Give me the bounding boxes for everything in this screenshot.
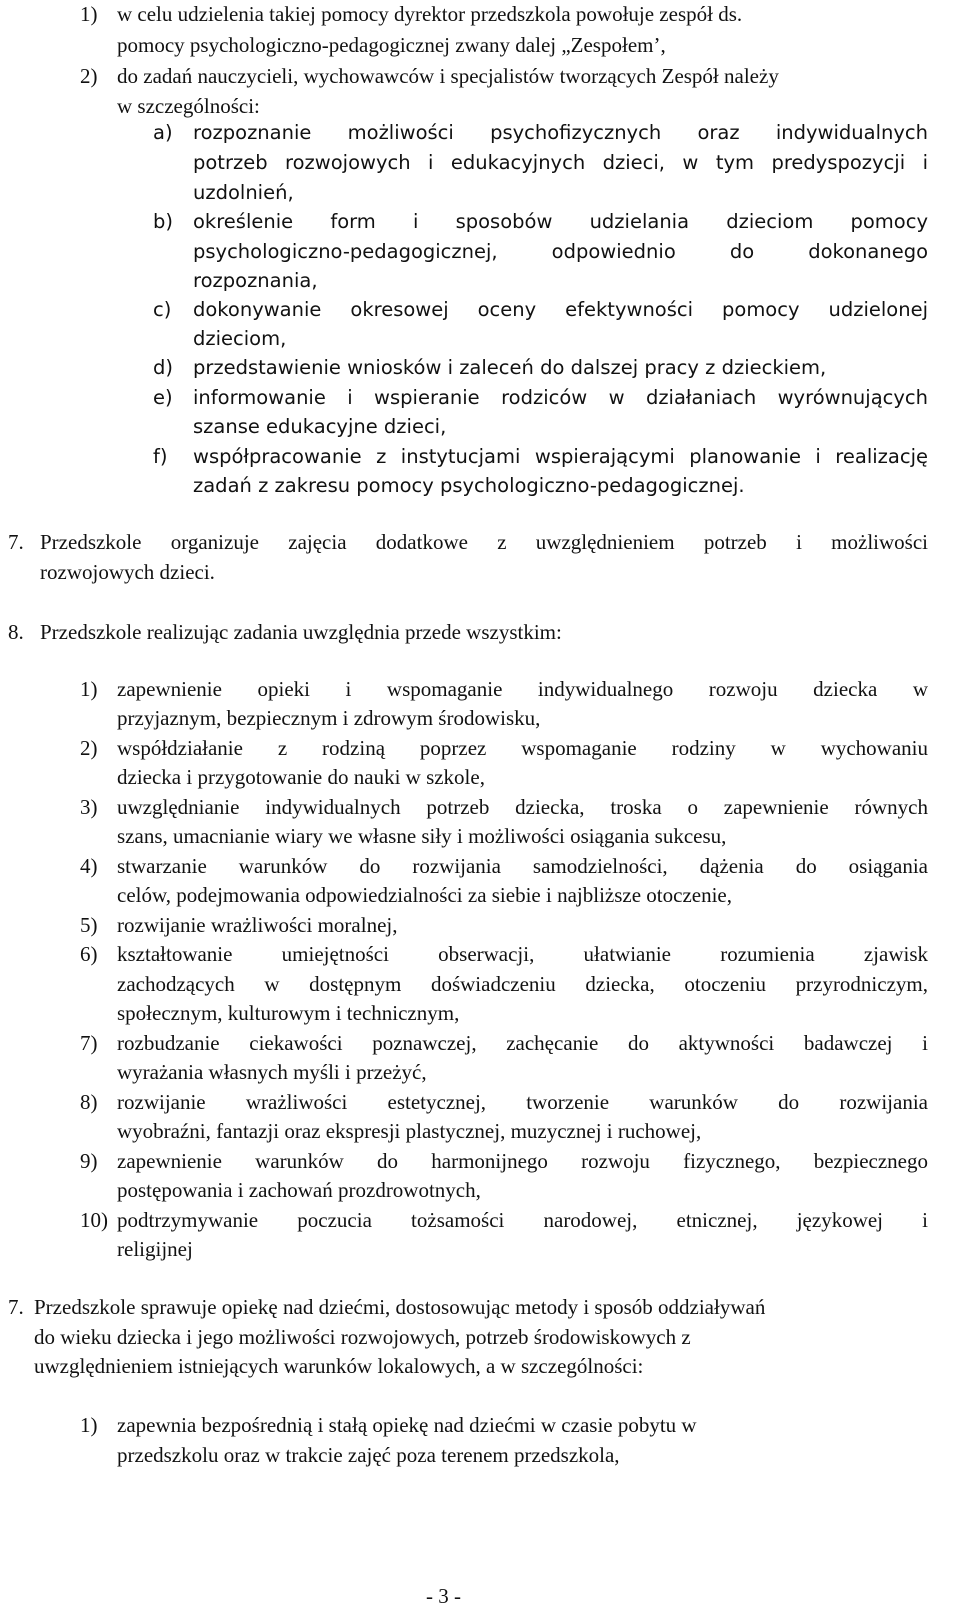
- paragraph-line: społecznym, kulturowym i technicznym,: [117, 1001, 460, 1025]
- paragraph-line: kształtowanie umiejętności obserwacji, ułatwianie rozumienia zjawisk: [117, 942, 928, 966]
- paragraph-line: uwzględnianie indywidualnych potrzeb dziecka, troska o zapewnienie równych: [117, 795, 928, 819]
- paragraph-line: przyjaznym, bezpiecznym i zdrowym środowisku,: [117, 706, 541, 730]
- paragraph-line: rozpoznanie możliwości psychofizycznych oraz indywidualnych: [193, 121, 928, 144]
- paragraph-line: psychologiczno-pedagogicznej, odpowiednio do dokonanego: [193, 240, 928, 263]
- list-number: 1): [80, 1413, 98, 1437]
- paragraph-line: zapewnienie warunków do harmonijnego rozwoju fizycznego, bezpiecznego: [117, 1149, 928, 1173]
- list-number: 7): [80, 1031, 98, 1055]
- paragraph-line: Przedszkole organizuje zajęcia dodatkowe z uwzględnieniem potrzeb i możliwości: [40, 530, 928, 554]
- paragraph-line: dzieciom,: [193, 327, 287, 350]
- list-number: 5): [80, 913, 98, 937]
- paragraph-line: dokonywanie okresowej oceny efektywności pomocy udzielonej: [193, 298, 928, 321]
- paragraph-line: do zadań nauczycieli, wychowawców i specjalistów tworzących Zespół należy: [117, 64, 779, 88]
- paragraph-line: rozbudzanie ciekawości poznawczej, zachęcanie do aktywności badawczej i: [117, 1031, 928, 1055]
- list-number: 1): [80, 677, 98, 701]
- paragraph-line: pomocy psychologiczno-pedagogicznej zwany dalej „Zespołem’,: [117, 33, 666, 57]
- list-letter: b): [153, 210, 173, 233]
- paragraph-line: uzdolnień,: [193, 181, 294, 204]
- paragraph-line: szanse edukacyjne dzieci,: [193, 415, 447, 438]
- paragraph-line: dziecka i przygotowanie do nauki w szkole,: [117, 765, 485, 789]
- paragraph-line: rozwijanie wrażliwości moralnej,: [117, 913, 398, 937]
- paragraph-line: postępowania i zachowań prozdrowotnych,: [117, 1178, 481, 1202]
- paragraph-line: przedstawienie wniosków i zaleceń do dalszej pracy z dzieckiem,: [193, 356, 827, 379]
- paragraph-line: do wieku dziecka i jego możliwości rozwojowych, potrzeb środowiskowych z: [34, 1325, 691, 1349]
- paragraph-line: wyobraźni, fantazji oraz ekspresji plastycznej, muzycznej i ruchowej,: [117, 1119, 702, 1143]
- list-number: 4): [80, 854, 98, 878]
- list-letter: c): [153, 298, 172, 321]
- paragraph-line: wyrażania własnych myśli i przeżyć,: [117, 1060, 427, 1084]
- list-number: 2): [80, 736, 98, 760]
- list-number: 9): [80, 1149, 98, 1173]
- list-letter: f): [153, 445, 168, 468]
- paragraph-line: celów, podejmowania odpowiedzialności za siebie i najbliższe otoczenie,: [117, 883, 732, 907]
- paragraph-line: informowanie i wspieranie rodziców w działaniach wyrównujących: [193, 386, 928, 409]
- paragraph-line: zapewnienie opieki i wspomaganie indywidualnego rozwoju dziecka w: [117, 677, 928, 701]
- paragraph-line: religijnej: [117, 1237, 193, 1261]
- paragraph-line: rozpoznania,: [193, 269, 318, 292]
- list-number: 1): [80, 2, 98, 26]
- list-letter: e): [153, 386, 173, 409]
- section-number: 8.: [8, 620, 24, 644]
- paragraph-line: w szczególności:: [117, 94, 260, 118]
- paragraph-line: podtrzymywanie poczucia tożsamości narodowej, etnicznej, językowej i: [117, 1208, 928, 1232]
- paragraph-line: Przedszkole sprawuje opiekę nad dziećmi, dostosowując metody i sposób oddziaływań: [34, 1295, 766, 1319]
- list-number: 10): [80, 1208, 108, 1232]
- list-number: 3): [80, 795, 98, 819]
- paragraph-line: szans, umacnianie wiary we własne siły i możliwości osiągania sukcesu,: [117, 824, 727, 848]
- list-number: 8): [80, 1090, 98, 1114]
- page-number: - 3 -: [426, 1584, 461, 1608]
- paragraph-line: zadań z zakresu pomocy psychologiczno-pedagogicznej.: [193, 474, 745, 497]
- paragraph-line: rozwijanie wrażliwości estetycznej, tworzenie warunków do rozwijania: [117, 1090, 928, 1114]
- paragraph-line: w celu udzielenia takiej pomocy dyrektor przedszkola powołuje zespół ds.: [117, 2, 743, 26]
- paragraph-line: określenie form i sposobów udzielania dzieciom pomocy: [193, 210, 928, 233]
- section-number: 7.: [8, 1295, 24, 1319]
- paragraph-line: zapewnia bezpośrednią i stałą opiekę nad dziećmi w czasie pobytu w: [117, 1413, 697, 1437]
- paragraph-line: potrzeb rozwojowych i edukacyjnych dzieci, w tym predyspozycji i: [193, 151, 928, 174]
- section-intro: Przedszkole realizując zadania uwzględnia przede wszystkim:: [40, 620, 562, 644]
- list-letter: d): [153, 356, 173, 379]
- paragraph-line: współdziałanie z rodziną poprzez wspomaganie rodziny w wychowaniu: [117, 736, 928, 760]
- paragraph-line: stwarzanie warunków do rozwijania samodzielności, dążenia do osiągania: [117, 854, 928, 878]
- paragraph-line: uwzględnieniem istniejących warunków lokalowych, a w szczególności:: [34, 1354, 644, 1378]
- paragraph-line: zachodzących w dostępnym doświadczeniu dziecka, otoczeniu przyrodniczym,: [117, 972, 928, 996]
- paragraph-line: przedszkolu oraz w trakcie zajęć poza terenem przedszkola,: [117, 1443, 620, 1467]
- paragraph-line: rozwojowych dzieci.: [40, 560, 215, 584]
- list-number: 2): [80, 64, 98, 88]
- list-number: 6): [80, 942, 98, 966]
- list-letter: a): [153, 121, 173, 144]
- paragraph-line: współpracowanie z instytucjami wspierającymi planowanie i realizację: [193, 445, 928, 468]
- section-number: 7.: [8, 530, 24, 554]
